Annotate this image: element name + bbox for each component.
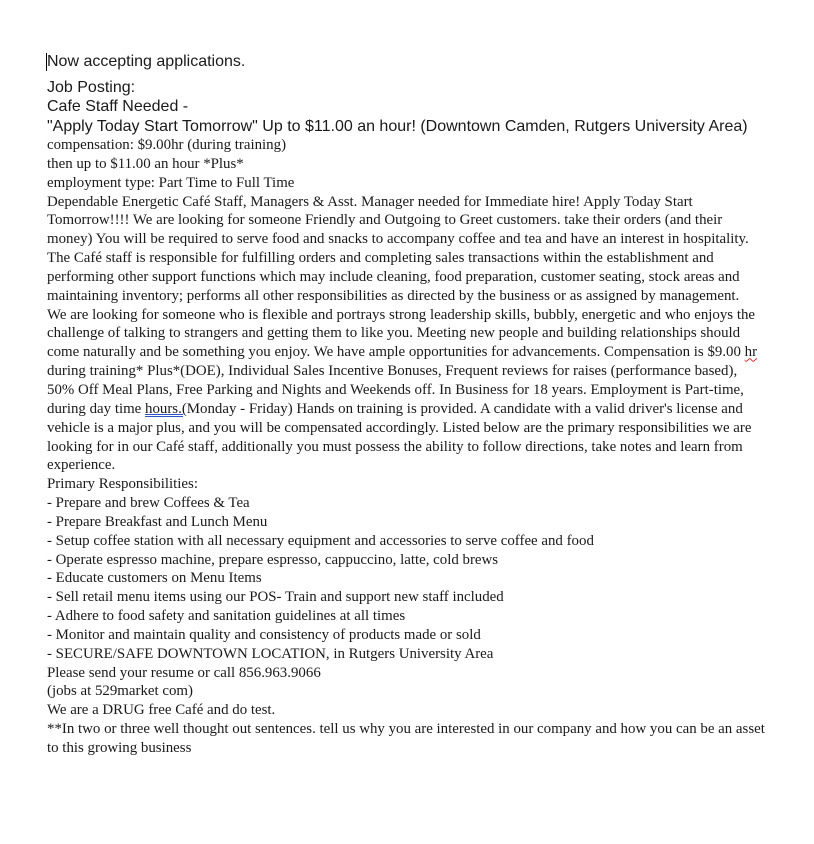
responsibility-item: - Adhere to food safety and sanitation guidelines at all times xyxy=(47,608,406,625)
para2-part-b: during training* Plus*(DOE), Individual Sales Incentive Bonuses, Frequent reviews for raises (performance based), 50% Off Meal Plans, Free Parking and Nights and Weekends off. In Business for 18 years. Employment is Part-time, during day time xyxy=(47,363,744,417)
spelling-flag-hr[interactable]: hr xyxy=(744,344,758,361)
header-block xyxy=(47,52,767,136)
responsibility-item: - Setup coffee station with all necessary equipment and accessories to serve coffee and food xyxy=(47,532,594,549)
para2-part-c: Monday - Friday) Hands on training is provided. A candidate with a valid driver's license and vehicle is a major plus, and you will be compensated accordingly. Listed below are the primary responsibilities we are looking for in our Café staff, additionally you must possess the ability to follow directions, take notes and learn from experience. xyxy=(47,400,752,474)
jobs-email-line: (jobs at 529market com) xyxy=(47,683,193,700)
compensation-line: compensation: $9.00hr (during training) xyxy=(47,137,287,153)
responsibility-item: - Operate espresso machine, prepare espresso, cappuccino, latte, cold brews xyxy=(47,551,499,568)
accepting-line xyxy=(47,52,767,72)
description-paragraph-1: Dependable Energetic Café Staff, Managers & Asst. Manager needed for Immediate hire! Apply Today Start Tomorrow!!!! We are looking for someone Friendly and Outgoing to Greet customers. take their orders (and their money) You will be required to serve food and snacks to accompany coffee and tea and have an interest in hospitality. The Café staff is responsible for fulfilling orders and completing sales transactions within the establishment and performing other support functions which may include cleaning, food preparation, customer seating, stock areas and maintaining inventory; performs all other responsibilities as directed by the business or as assigned by management. xyxy=(47,193,749,304)
responsibility-item: - SECURE/SAFE DOWNTOWN LOCATION, in Rutgers University Area xyxy=(47,645,494,662)
drug-free-line: We are a DRUG free Café and do test. xyxy=(47,702,276,719)
accepting-text: Now accepting applications. xyxy=(47,53,246,70)
grammar-flag-hours[interactable]: hours.( xyxy=(145,400,187,417)
cafe-staff-heading: Cafe Staff Needed - xyxy=(47,98,189,115)
document-page xyxy=(47,52,767,758)
responsibilities-title: Primary Responsibilities: xyxy=(47,476,198,493)
responsibility-item: - Prepare Breakfast and Lunch Menu xyxy=(47,513,268,530)
text-cursor xyxy=(46,53,47,71)
job-posting-label: Job Posting: xyxy=(47,78,136,96)
closing-question: **In two or three well thought out sentences. tell us why you are interested in our company and how you can be an asset to this growing business xyxy=(47,721,765,756)
responsibility-item: - Sell retail menu items using our POS- Train and support new staff included xyxy=(47,589,504,606)
details-block xyxy=(47,136,767,758)
responsibility-item: - Monitor and maintain quality and consistency of products made or sold xyxy=(47,626,481,643)
pay-raise-line: then up to $11.00 an hour *Plus* xyxy=(47,155,244,172)
responsibility-item: - Educate customers on Menu Items xyxy=(47,570,262,587)
description-paragraph-2 xyxy=(47,306,767,476)
contact-line: Please send your resume or call 856.963.9066 xyxy=(47,664,321,681)
employment-type-line: employment type: Part Time to Full Time xyxy=(47,174,295,191)
para2-part-a: We are looking for someone who is flexible and portrays strong leadership skills, bubbly, energetic and who enjoys the challenge of talking to strangers and getting them to like you. Meeting new people and building relationships should come naturally and be something you enjoy. We have ample opportunities for advancements. Compensation is $9.00 xyxy=(47,306,756,361)
responsibility-item: - Prepare and brew Coffees & Tea xyxy=(47,495,250,512)
apply-today-line: "Apply Today Start Tomorrow" Up to $11.00 an hour! (Downtown Camden, Rutgers University Area) xyxy=(47,117,748,135)
